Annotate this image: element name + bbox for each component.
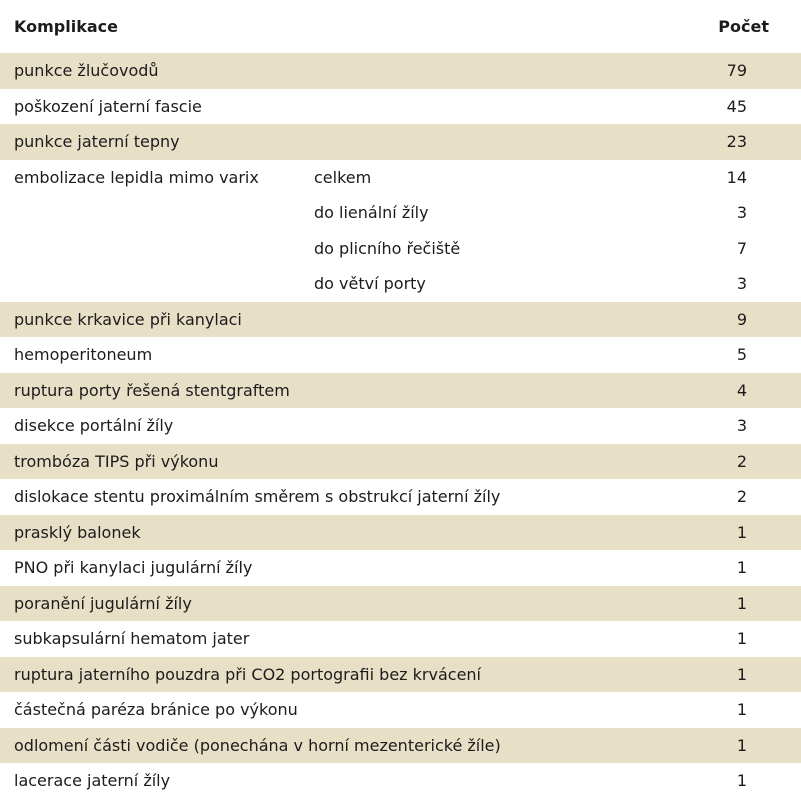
table-row (0, 763, 801, 799)
row-label: embolizace lepidla mimo varix (14, 167, 259, 187)
row-count: 9 (736, 309, 747, 329)
row-count: 2 (736, 487, 747, 507)
row-count: 23 (726, 132, 747, 152)
table-header (0, 0, 801, 53)
row-label: disekce portální žíly (14, 416, 174, 436)
row-label: trombóza TIPS při výkonu (14, 451, 219, 471)
row-label: punkce jaterní tepny (14, 132, 180, 152)
row-count: 3 (736, 274, 747, 294)
table-row (0, 124, 801, 160)
row-count: 45 (726, 96, 747, 116)
row-count: 2 (736, 451, 747, 471)
row-count: 1 (736, 700, 747, 720)
header-count: Počet (718, 17, 769, 36)
row-count: 3 (736, 203, 747, 223)
table-row (0, 728, 801, 764)
table-row (0, 89, 801, 125)
row-label: subkapsulární hematom jater (14, 629, 250, 649)
table-row (0, 515, 801, 551)
table-row (0, 160, 801, 196)
row-count: 1 (736, 593, 747, 613)
row-count: 1 (736, 522, 747, 542)
row-sublabel: do plicního řečiště (314, 238, 461, 258)
table-row (0, 621, 801, 657)
row-count: 79 (726, 61, 747, 81)
row-count: 1 (736, 664, 747, 684)
row-count: 14 (726, 167, 747, 187)
table-row (0, 444, 801, 480)
table-row (0, 266, 801, 302)
table-row (0, 231, 801, 267)
row-label: poranění jugulární žíly (14, 593, 192, 613)
row-count: 4 (736, 380, 747, 400)
table-row (0, 479, 801, 515)
row-count: 7 (736, 238, 747, 258)
row-label: dislokace stentu proximálním směrem s obstrukcí jaterní žíly (14, 487, 501, 507)
table-row (0, 586, 801, 622)
row-sublabel: celkem (314, 167, 372, 187)
row-label: odlomení části vodiče (ponechána v horní mezenterické žíle) (14, 735, 501, 755)
row-label: ruptura porty řešená stentgraftem (14, 380, 290, 400)
table-row (0, 302, 801, 338)
row-label: punkce žlučovodů (14, 61, 159, 81)
table-row (0, 195, 801, 231)
row-label: lacerace jaterní žíly (14, 771, 171, 791)
table-row (0, 550, 801, 586)
table-row (0, 692, 801, 728)
row-label: poškození jaterní fascie (14, 96, 202, 116)
row-label: punkce krkavice při kanylaci (14, 309, 242, 329)
row-label: hemoperitoneum (14, 345, 153, 365)
embolization-group (0, 160, 801, 302)
table-row (0, 337, 801, 373)
row-sublabel: do lienální žíly (314, 203, 429, 223)
row-count: 3 (736, 416, 747, 436)
row-label: PNO při kanylaci jugulární žíly (14, 558, 253, 578)
table-row (0, 53, 801, 89)
row-count: 1 (736, 735, 747, 755)
table-row (0, 657, 801, 693)
row-label: prasklý balonek (14, 522, 141, 542)
row-count: 1 (736, 558, 747, 578)
header-complications: Komplikace (14, 17, 118, 36)
table-row (0, 373, 801, 409)
row-label: ruptura jaterního pouzdra při CO2 portografii bez krvácení (14, 664, 481, 684)
table-row (0, 408, 801, 444)
row-sublabel: do větví porty (314, 274, 426, 294)
row-count: 5 (736, 345, 747, 365)
row-count: 1 (736, 771, 747, 791)
row-label: částečná paréza bránice po výkonu (14, 700, 298, 720)
row-count: 1 (736, 629, 747, 649)
